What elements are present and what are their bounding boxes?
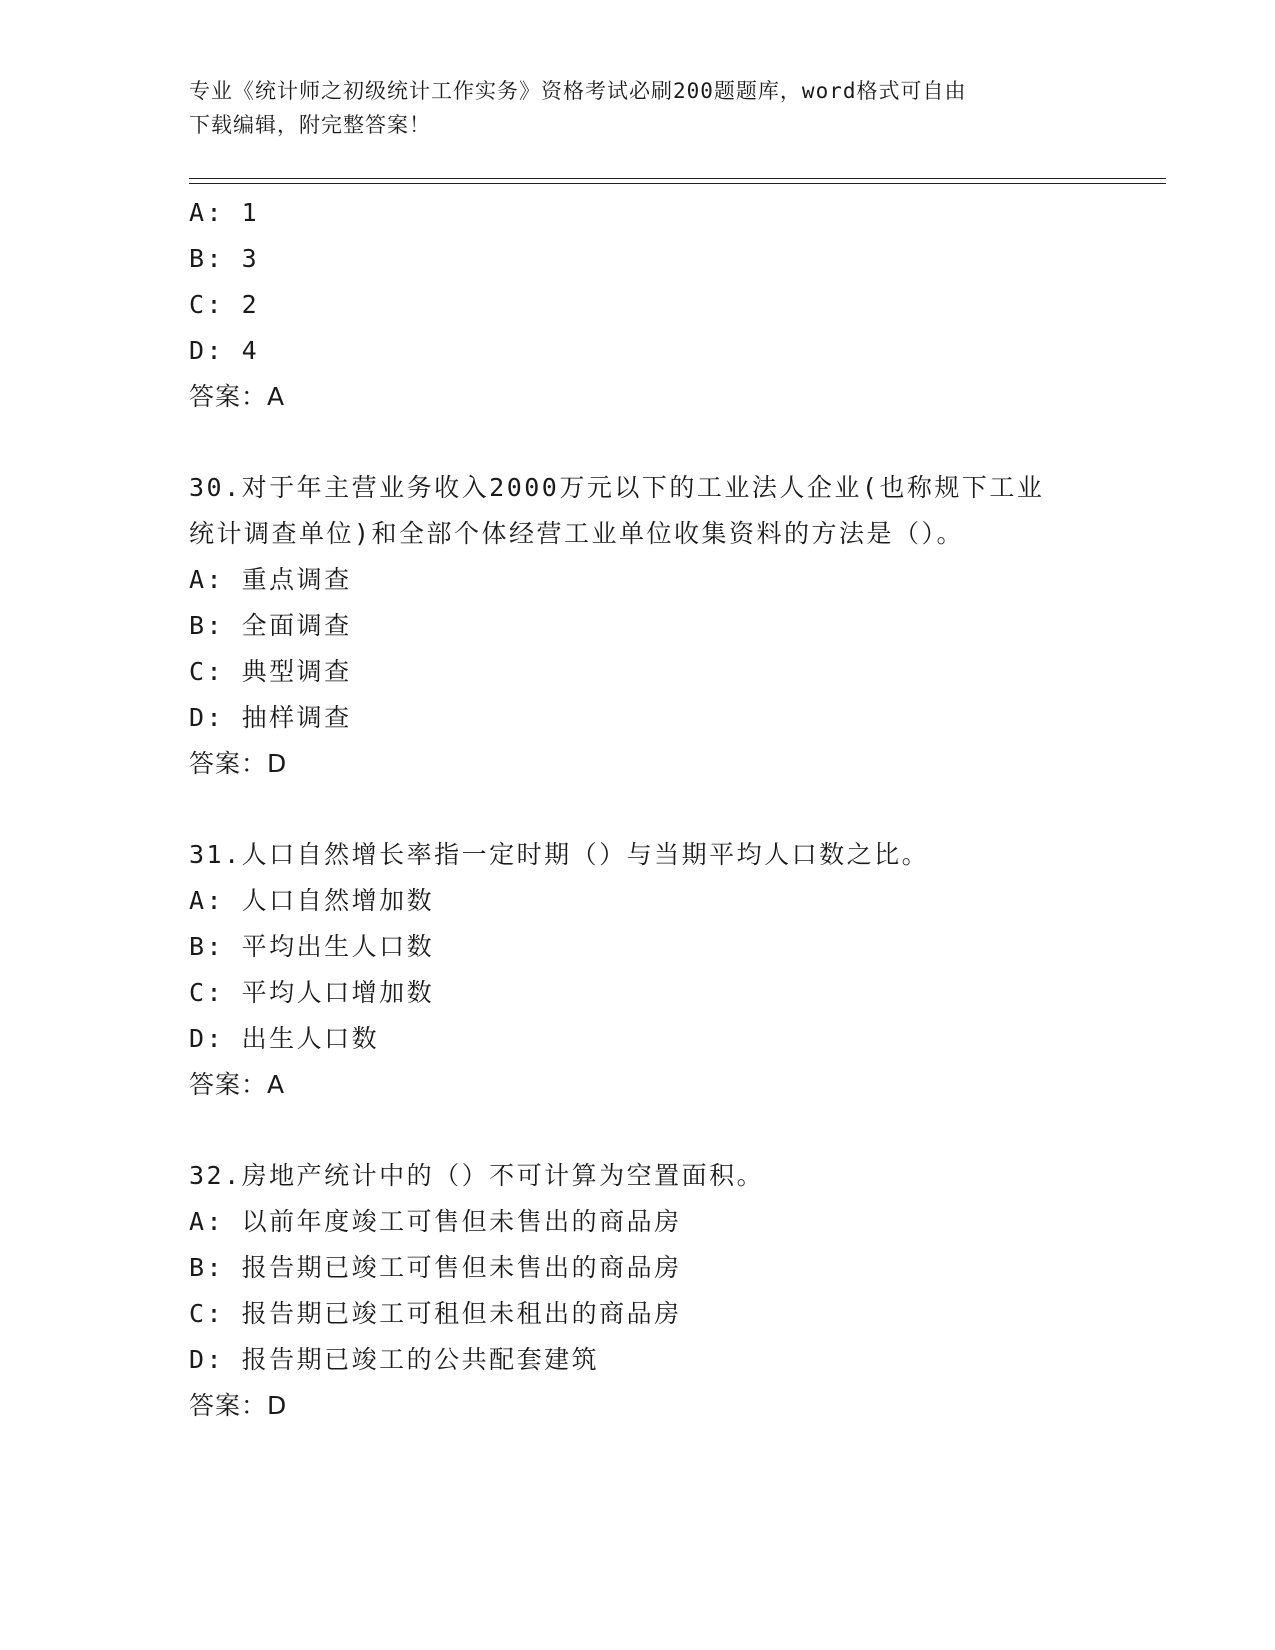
header-line-2: 下载编辑，附完整答案！ — [189, 113, 431, 137]
question-text: 32.房地产统计中的（）不可计算为空置面积。 — [189, 1161, 765, 1190]
option-c: C: 2 — [189, 290, 260, 319]
option-b: B: 平均出生人口数 — [189, 932, 435, 961]
option-a: A: 人口自然增加数 — [189, 886, 435, 915]
option-b: B: 3 — [189, 244, 260, 273]
question-text: 31.人口自然增长率指一定时期（）与当期平均人口数之比。 — [189, 840, 930, 869]
answer-line: 答案：A — [189, 1070, 286, 1099]
question-text-cont: 统计调查单位)和全部个体经营工业单位收集资料的方法是（）。 — [189, 519, 965, 548]
option-d: D: 报告期已竣工的公共配套建筑 — [189, 1345, 600, 1374]
option-a: A: 以前年度竣工可售但未售出的商品房 — [189, 1207, 682, 1236]
header-divider-top — [189, 178, 1166, 179]
question-30 — [189, 465, 1089, 787]
option-b: B: 报告期已竣工可售但未售出的商品房 — [189, 1253, 682, 1282]
option-a: A: 1 — [189, 198, 260, 227]
option-a: A: 重点调查 — [189, 565, 352, 594]
option-c: C: 平均人口增加数 — [189, 978, 435, 1007]
option-c: C: 报告期已竣工可租但未租出的商品房 — [189, 1299, 682, 1328]
answer-line: 答案：D — [189, 1391, 288, 1420]
header-line-1: 专业《统计师之初级统计工作实务》资格考试必刷200题题库，word格式可自由 — [189, 79, 967, 103]
answer-line: 答案：A — [189, 382, 286, 411]
question-32 — [189, 1153, 1089, 1429]
option-d: D: 4 — [189, 336, 260, 365]
question-list — [189, 190, 1089, 1429]
option-d: D: 抽样调查 — [189, 703, 352, 732]
header-divider-bottom — [189, 183, 1166, 184]
option-b: B: 全面调查 — [189, 611, 352, 640]
answer-line: 答案：D — [189, 749, 288, 778]
option-c: C: 典型调查 — [189, 657, 352, 686]
question-31 — [189, 832, 1089, 1108]
question-text: 30.对于年主营业务收入2000万元以下的工业法人企业(也称规下工业 — [189, 473, 1045, 502]
option-d: D: 出生人口数 — [189, 1024, 380, 1053]
document-header — [189, 74, 1089, 142]
question-29-continued — [189, 190, 1089, 420]
